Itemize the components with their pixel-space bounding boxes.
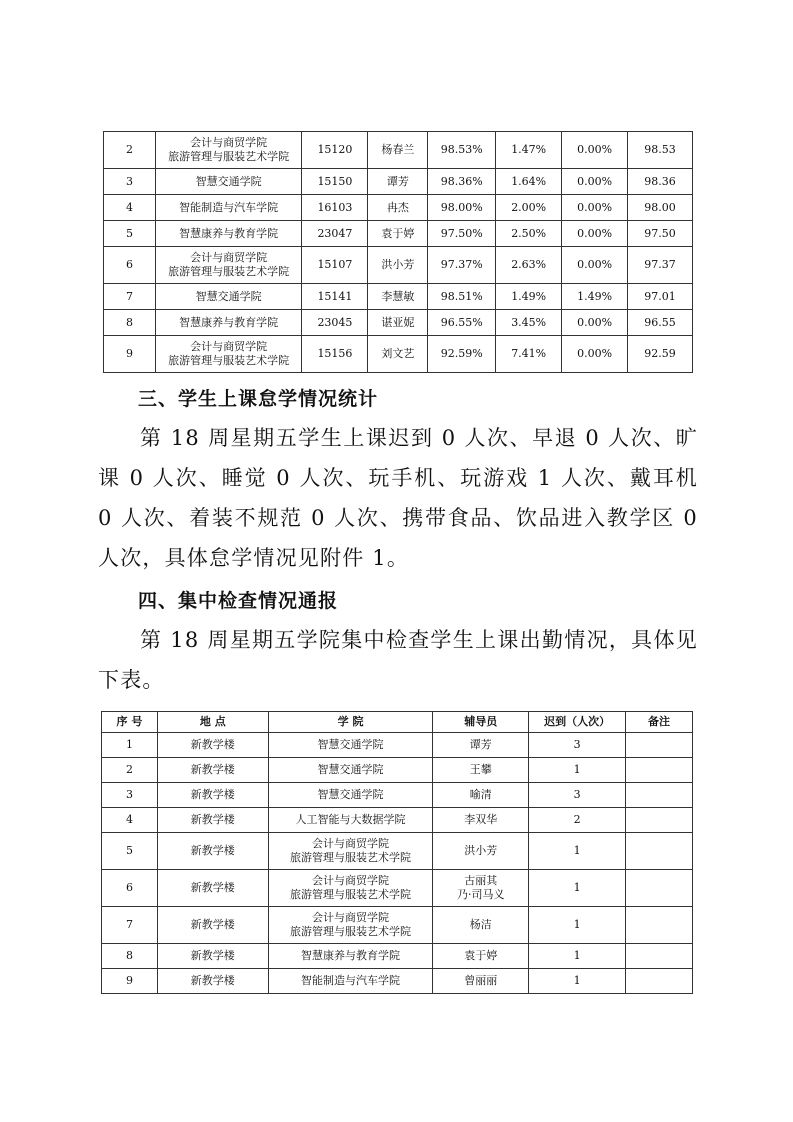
section-heading-inspection: 四、集中检查情况通报 [138,590,339,612]
rate-cell: 2.00% [496,195,562,221]
row-number: 4 [104,195,156,221]
row-number: 3 [104,169,156,195]
row-number: 5 [102,833,158,870]
rate-cell: 96.55% [428,310,496,336]
class-cell: 23045 [302,310,368,336]
note-cell [626,969,693,994]
rate-cell: 1.47% [496,132,562,169]
college-cell: 会计与商贸学院 旅游管理与服装艺术学院 [268,870,433,907]
rate-cell: 0.00% [562,195,628,221]
place-cell: 新教学楼 [157,733,268,758]
table-row [104,284,693,310]
inspection-paragraph: 第 18 周星期五学院集中检查学生上课出勤情况，具体见下表。 [98,628,698,692]
score-cell: 98.00 [628,195,693,221]
table-row [104,247,693,284]
rate-cell: 7.41% [496,336,562,373]
header-college: 学 院 [268,712,433,733]
class-cell: 15156 [302,336,368,373]
counselor-cell: 洪小芳 [433,833,529,870]
score-cell: 98.53 [628,132,693,169]
late-count-cell: 1 [529,944,626,969]
note-cell [626,944,693,969]
late-count-cell: 1 [529,870,626,907]
college-cell: 智能制造与汽车学院 [155,195,302,221]
college-cell: 会计与商贸学院 旅游管理与服装艺术学院 [268,833,433,870]
rate-cell: 2.63% [496,247,562,284]
note-cell [626,907,693,944]
college-cell: 智慧交通学院 [268,758,433,783]
table-row [102,758,693,783]
table-row [104,221,693,247]
student-name-cell: 杨春兰 [368,132,428,169]
score-cell: 92.59 [628,336,693,373]
place-cell: 新教学楼 [157,969,268,994]
table-row [102,969,693,994]
place-cell: 新教学楼 [157,944,268,969]
counselor-cell: 李双华 [433,808,529,833]
note-cell [626,833,693,870]
row-number: 6 [102,870,158,907]
late-count-cell: 2 [529,808,626,833]
class-cell: 23047 [302,221,368,247]
table-row [102,870,693,907]
rate-cell: 0.00% [562,221,628,247]
rate-cell: 0.00% [562,132,628,169]
row-number: 2 [104,132,156,169]
student-name-cell: 李慧敏 [368,284,428,310]
rate-cell: 0.00% [562,336,628,373]
student-name-cell: 谭芳 [368,169,428,195]
college-cell: 智慧交通学院 [268,733,433,758]
student-name-cell: 洪小芳 [368,247,428,284]
rate-cell: 98.53% [428,132,496,169]
score-cell: 97.01 [628,284,693,310]
rate-cell: 2.50% [496,221,562,247]
college-cell: 智慧康养与教育学院 [155,310,302,336]
class-cell: 15120 [302,132,368,169]
rate-cell: 97.37% [428,247,496,284]
rate-cell: 0.00% [562,247,628,284]
table-row [102,833,693,870]
header-counselor: 辅导员 [433,712,529,733]
table-row [104,195,693,221]
table-row [104,169,693,195]
college-cell: 智慧康养与教育学院 [268,944,433,969]
score-cell: 98.36 [628,169,693,195]
late-count-cell: 1 [529,758,626,783]
note-cell [626,870,693,907]
college-cell: 智能制造与汽车学院 [268,969,433,994]
score-cell: 96.55 [628,310,693,336]
rate-cell: 1.49% [496,284,562,310]
table-row [102,907,693,944]
header-note: 备注 [626,712,693,733]
college-cell: 会计与商贸学院 旅游管理与服装艺术学院 [268,907,433,944]
rate-cell: 3.45% [496,310,562,336]
counselor-cell: 曾丽丽 [433,969,529,994]
place-cell: 新教学楼 [157,870,268,907]
student-name-cell: 袁于婷 [368,221,428,247]
table-row [104,336,693,373]
counselor-cell: 谭芳 [433,733,529,758]
college-cell: 会计与商贸学院 旅游管理与服装艺术学院 [155,247,302,284]
inspection-table [101,711,693,994]
note-cell [626,758,693,783]
row-number: 8 [102,944,158,969]
counselor-cell: 喻清 [433,783,529,808]
counselor-cell: 王攀 [433,758,529,783]
row-number: 7 [104,284,156,310]
late-count-cell: 1 [529,907,626,944]
college-cell: 智慧交通学院 [268,783,433,808]
counselor-cell: 杨洁 [433,907,529,944]
absenteeism-paragraph: 第 18 周星期五学生上课迟到 0 人次、早退 0 人次、旷课 0 人次、睡觉 0 人次、玩手机、玩游戏 1 人次、戴耳机 0 人次、着装不规范 0 人次、携带食品、饮品进入教学区 0 人次，具体怠学情况见附件 1。 [98,426,698,570]
place-cell: 新教学楼 [157,808,268,833]
note-cell [626,783,693,808]
table-row [104,310,693,336]
counselor-cell: 袁于婷 [433,944,529,969]
row-number: 2 [102,758,158,783]
class-cell: 15141 [302,284,368,310]
row-number: 9 [104,336,156,373]
late-count-cell: 3 [529,783,626,808]
table-row [104,132,693,169]
student-name-cell: 冉杰 [368,195,428,221]
student-name-cell: 谌亚妮 [368,310,428,336]
college-cell: 智慧康养与教育学院 [155,221,302,247]
rate-cell: 0.00% [562,169,628,195]
row-number: 4 [102,808,158,833]
class-ranking-table [103,131,693,373]
table-row [102,783,693,808]
note-cell [626,808,693,833]
college-cell: 会计与商贸学院 旅游管理与服装艺术学院 [155,132,302,169]
college-cell: 智慧交通学院 [155,169,302,195]
class-cell: 15150 [302,169,368,195]
table-row [102,808,693,833]
header-no: 序 号 [102,712,158,733]
late-count-cell: 1 [529,833,626,870]
score-cell: 97.50 [628,221,693,247]
row-number: 9 [102,969,158,994]
row-number: 8 [104,310,156,336]
place-cell: 新教学楼 [157,907,268,944]
section-heading-absenteeism: 三、学生上课怠学情况统计 [138,388,379,410]
place-cell: 新教学楼 [157,783,268,808]
student-name-cell: 刘文艺 [368,336,428,373]
table-header-row [102,712,693,733]
late-count-cell: 1 [529,969,626,994]
college-cell: 智慧交通学院 [155,284,302,310]
place-cell: 新教学楼 [157,758,268,783]
header-place: 地 点 [157,712,268,733]
row-number: 3 [102,783,158,808]
rate-cell: 92.59% [428,336,496,373]
rate-cell: 1.49% [562,284,628,310]
header-late: 迟到（人次） [529,712,626,733]
row-number: 5 [104,221,156,247]
place-cell: 新教学楼 [157,833,268,870]
score-cell: 97.37 [628,247,693,284]
row-number: 6 [104,247,156,284]
row-number: 1 [102,733,158,758]
row-number: 7 [102,907,158,944]
rate-cell: 1.64% [496,169,562,195]
rate-cell: 98.36% [428,169,496,195]
rate-cell: 97.50% [428,221,496,247]
late-count-cell: 3 [529,733,626,758]
college-cell: 人工智能与大数据学院 [268,808,433,833]
college-cell: 会计与商贸学院 旅游管理与服装艺术学院 [155,336,302,373]
class-cell: 15107 [302,247,368,284]
rate-cell: 98.00% [428,195,496,221]
note-cell [626,733,693,758]
rate-cell: 98.51% [428,284,496,310]
class-cell: 16103 [302,195,368,221]
table-row [102,944,693,969]
rate-cell: 0.00% [562,310,628,336]
counselor-cell: 古丽其 乃·司马义 [433,870,529,907]
table-row [102,733,693,758]
